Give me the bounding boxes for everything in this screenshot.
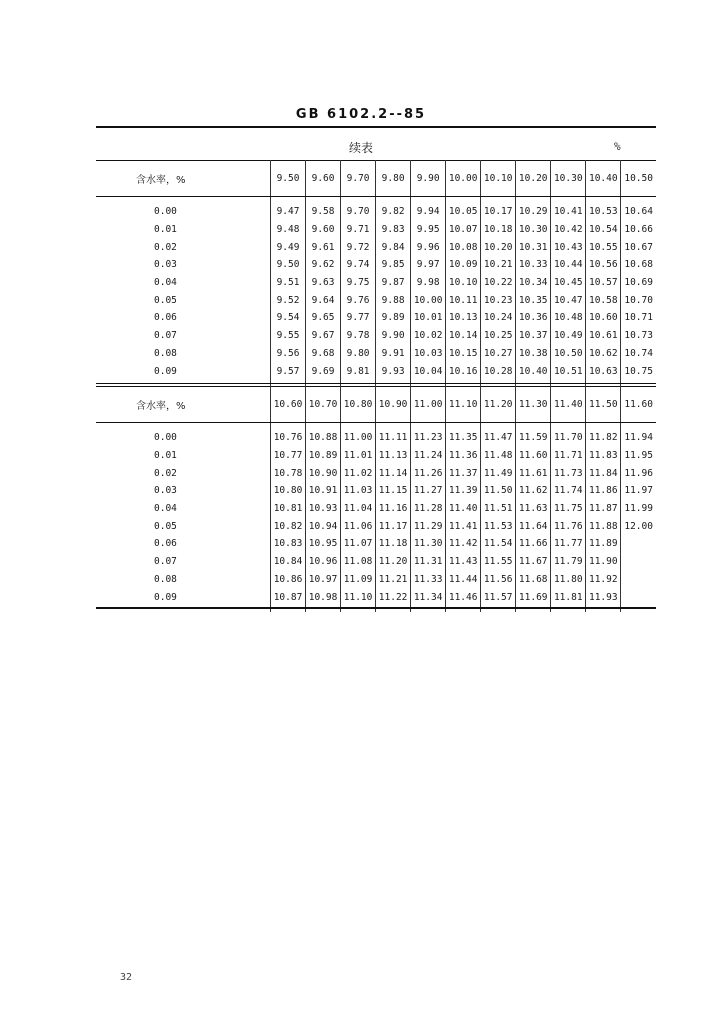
table-cell: 10.74 (621, 345, 656, 363)
table-cell: 9.63 (306, 274, 341, 292)
data-table-block-1 (96, 160, 656, 386)
table-cell: 11.89 (586, 535, 621, 553)
row-label: 0.05 (154, 520, 177, 532)
column-header: 11.20 (481, 386, 516, 423)
table-cell: 11.67 (516, 553, 551, 571)
table-cell: 9.75 (341, 274, 376, 292)
column-header: 9.60 (306, 160, 341, 197)
table-cell: 9.69 (306, 362, 341, 380)
column-header: 9.70 (341, 160, 376, 197)
table-cell: 10.49 (551, 327, 586, 345)
table-cell: 11.57 (481, 588, 516, 606)
column-header: 9.80 (376, 160, 411, 197)
table-row (96, 291, 656, 309)
table-cell: 11.97 (621, 482, 656, 500)
table-cell: 11.94 (621, 429, 656, 447)
table-cell: 11.81 (551, 588, 586, 606)
table-cell: 10.77 (271, 447, 306, 465)
table-cell: 9.55 (271, 327, 306, 345)
table-cell: 11.14 (376, 464, 411, 482)
table-cell: 10.63 (586, 362, 621, 380)
page-number: 32 (120, 972, 133, 983)
column-header: 11.60 (621, 386, 656, 423)
table-cell: 11.09 (341, 571, 376, 589)
table-cell: 11.01 (341, 447, 376, 465)
table-cell: 9.74 (341, 256, 376, 274)
table-cell (621, 553, 656, 571)
table-cell: 11.35 (446, 429, 481, 447)
table-cell: 9.62 (306, 256, 341, 274)
table-cell: 10.82 (271, 517, 306, 535)
table-row (96, 238, 656, 256)
table-cell: 11.04 (341, 500, 376, 518)
table-row (96, 535, 656, 553)
column-header: 10.70 (306, 386, 341, 423)
table-cell: 11.83 (586, 447, 621, 465)
table-cell: 11.03 (341, 482, 376, 500)
table-cell: 10.67 (621, 238, 656, 256)
table-cell: 10.10 (446, 274, 481, 292)
table-cell: 9.68 (306, 345, 341, 363)
table-cell: 10.55 (586, 238, 621, 256)
top-rule (96, 126, 656, 128)
table-cell: 9.80 (341, 345, 376, 363)
table-cell: 10.97 (306, 571, 341, 589)
table-cell: 10.01 (411, 309, 446, 327)
table-cell: 9.67 (306, 327, 341, 345)
table-cell: 10.75 (621, 362, 656, 380)
table-cell: 9.85 (376, 256, 411, 274)
table-cell: 11.96 (621, 464, 656, 482)
table-caption: 续表 (348, 141, 373, 155)
table-cell: 10.11 (446, 291, 481, 309)
table-cell: 9.70 (341, 203, 376, 221)
table-cell: 11.00 (341, 429, 376, 447)
table-cell: 10.35 (516, 291, 551, 309)
column-header: 10.80 (341, 386, 376, 423)
table-cell: 11.76 (551, 517, 586, 535)
table-cell: 11.60 (516, 447, 551, 465)
table-cell: 9.65 (306, 309, 341, 327)
data-table-block-2 (96, 386, 656, 612)
table-cell: 10.33 (516, 256, 551, 274)
table-row (96, 221, 656, 239)
table-cell: 9.71 (341, 221, 376, 239)
table-cell: 11.62 (516, 482, 551, 500)
table-cell: 9.97 (411, 256, 446, 274)
table-row (96, 327, 656, 345)
row-label: 0.02 (154, 467, 177, 479)
row-label: 0.08 (154, 347, 177, 359)
row-label: 0.04 (154, 503, 177, 515)
table-cell: 10.20 (481, 238, 516, 256)
table-cell: 11.59 (516, 429, 551, 447)
table-cell: 10.54 (586, 221, 621, 239)
row-label: 0.06 (154, 538, 177, 550)
table-cell: 10.42 (551, 221, 586, 239)
table-cell: 11.20 (376, 553, 411, 571)
table-cell: 10.30 (516, 221, 551, 239)
table-cell: 11.27 (411, 482, 446, 500)
table-cell: 10.34 (516, 274, 551, 292)
table-cell: 10.89 (306, 447, 341, 465)
header-row (96, 160, 656, 197)
table-cell: 10.13 (446, 309, 481, 327)
table-cell: 10.05 (446, 203, 481, 221)
table-cell: 11.84 (586, 464, 621, 482)
table-cell: 11.80 (551, 571, 586, 589)
row-label: 0.01 (154, 450, 177, 462)
column-header: 11.00 (411, 386, 446, 423)
table-cell: 11.29 (411, 517, 446, 535)
table-cell: 11.06 (341, 517, 376, 535)
table-row (96, 203, 656, 221)
table-cell: 9.77 (341, 309, 376, 327)
table-cell: 11.49 (481, 464, 516, 482)
table-cell: 11.10 (341, 588, 376, 606)
table-cell: 10.22 (481, 274, 516, 292)
table-cell: 10.53 (586, 203, 621, 221)
table-cell: 11.11 (376, 429, 411, 447)
table-cell: 10.27 (481, 345, 516, 363)
table-cell: 11.88 (586, 517, 621, 535)
table-cell: 11.02 (341, 464, 376, 482)
table-cell: 10.71 (621, 309, 656, 327)
table-cell: 10.00 (411, 291, 446, 309)
table-cell: 10.87 (271, 588, 306, 606)
table-cell: 11.63 (516, 500, 551, 518)
table-cell: 9.96 (411, 238, 446, 256)
table-cell: 11.40 (446, 500, 481, 518)
table-cell: 10.66 (621, 221, 656, 239)
table-cell: 11.08 (341, 553, 376, 571)
table-cell: 11.53 (481, 517, 516, 535)
table-cell: 10.93 (306, 500, 341, 518)
table-cell (621, 535, 656, 553)
column-header: 10.30 (551, 160, 586, 197)
table-cell: 9.50 (271, 256, 306, 274)
table-cell: 10.64 (621, 203, 656, 221)
row-label: 0.03 (154, 485, 177, 497)
unit-label: % (614, 140, 621, 153)
table-cell: 11.16 (376, 500, 411, 518)
table-row (96, 482, 656, 500)
table-cell: 9.87 (376, 274, 411, 292)
table-cell: 11.74 (551, 482, 586, 500)
table-cell: 10.18 (481, 221, 516, 239)
table-cell: 9.60 (306, 221, 341, 239)
standard-code: GB 6102.2--85 (295, 107, 427, 122)
table-cell: 11.79 (551, 553, 586, 571)
table-cell: 11.23 (411, 429, 446, 447)
table-cell: 10.60 (586, 309, 621, 327)
table-cell: 11.30 (411, 535, 446, 553)
table-cell: 10.07 (446, 221, 481, 239)
table-cell: 11.48 (481, 447, 516, 465)
table-cell: 9.57 (271, 362, 306, 380)
row-label: 0.00 (154, 432, 177, 444)
table-cell: 9.64 (306, 291, 341, 309)
row-label: 0.06 (154, 312, 177, 324)
row-label: 0.03 (154, 259, 177, 271)
table-row (96, 256, 656, 274)
table-cell: 10.40 (516, 362, 551, 380)
table-cell: 9.98 (411, 274, 446, 292)
table-cell: 10.68 (621, 256, 656, 274)
table-cell (621, 571, 656, 589)
table-cell: 11.47 (481, 429, 516, 447)
table-cell: 11.42 (446, 535, 481, 553)
table-cell: 9.49 (271, 238, 306, 256)
table-cell: 11.86 (586, 482, 621, 500)
table-cell: 10.31 (516, 238, 551, 256)
table-cell: 11.36 (446, 447, 481, 465)
table-cell: 10.41 (551, 203, 586, 221)
column-header: 10.00 (446, 160, 481, 197)
table-cell: 11.75 (551, 500, 586, 518)
table-row (96, 553, 656, 571)
table-cell: 9.54 (271, 309, 306, 327)
table-cell: 11.43 (446, 553, 481, 571)
column-header: 11.10 (446, 386, 481, 423)
table-cell: 9.72 (341, 238, 376, 256)
table-cell: 10.29 (516, 203, 551, 221)
table-cell: 11.82 (586, 429, 621, 447)
table-cell: 10.38 (516, 345, 551, 363)
table-cell: 10.21 (481, 256, 516, 274)
table-row (96, 429, 656, 447)
table-cell: 10.96 (306, 553, 341, 571)
table-row (96, 447, 656, 465)
table-row (96, 274, 656, 292)
table-cell: 11.73 (551, 464, 586, 482)
column-header: 11.40 (551, 386, 586, 423)
column-header: 10.60 (271, 386, 306, 423)
table-cell: 9.95 (411, 221, 446, 239)
column-header: 10.20 (516, 160, 551, 197)
row-label: 0.05 (154, 294, 177, 306)
table-cell: 10.28 (481, 362, 516, 380)
table-cell: 11.50 (481, 482, 516, 500)
table-cell: 9.81 (341, 362, 376, 380)
table-cell: 11.24 (411, 447, 446, 465)
table-cell: 11.55 (481, 553, 516, 571)
column-header: 9.50 (271, 160, 306, 197)
table-cell: 9.47 (271, 203, 306, 221)
table-cell: 10.03 (411, 345, 446, 363)
table-row (96, 500, 656, 518)
table-row (96, 362, 656, 380)
table-cell: 10.86 (271, 571, 306, 589)
header-label: 含水率，% (96, 386, 271, 423)
table-cell: 10.98 (306, 588, 341, 606)
row-label: 0.07 (154, 330, 177, 342)
table-cell: 10.83 (271, 535, 306, 553)
table-cell: 10.17 (481, 203, 516, 221)
table-cell: 10.84 (271, 553, 306, 571)
table-cell: 10.50 (551, 345, 586, 363)
table-cell: 10.43 (551, 238, 586, 256)
table-cell: 10.57 (586, 274, 621, 292)
table-cell: 11.46 (446, 588, 481, 606)
table-cell: 10.24 (481, 309, 516, 327)
table-cell: 11.18 (376, 535, 411, 553)
table-cell: 9.78 (341, 327, 376, 345)
table-cell: 11.34 (411, 588, 446, 606)
table-cell: 11.44 (446, 571, 481, 589)
table-row (96, 517, 656, 535)
table-cell: 11.87 (586, 500, 621, 518)
header-row (96, 386, 656, 423)
table-cell: 11.22 (376, 588, 411, 606)
table-cell: 10.08 (446, 238, 481, 256)
table-cell: 9.89 (376, 309, 411, 327)
table-cell: 10.14 (446, 327, 481, 345)
table-cell: 11.33 (411, 571, 446, 589)
table-cell: 10.36 (516, 309, 551, 327)
table-cell: 9.88 (376, 291, 411, 309)
table-cell: 11.21 (376, 571, 411, 589)
table-cell: 9.76 (341, 291, 376, 309)
table-cell: 10.47 (551, 291, 586, 309)
table-row (96, 588, 656, 606)
table-cell: 11.37 (446, 464, 481, 482)
row-label: 0.09 (154, 365, 177, 377)
header-label: 含水率，% (96, 160, 271, 197)
table-cell: 10.90 (306, 464, 341, 482)
table-cell: 10.80 (271, 482, 306, 500)
table-cell: 9.61 (306, 238, 341, 256)
table-cell: 11.28 (411, 500, 446, 518)
bottom-rule (96, 607, 656, 609)
table-cell: 11.26 (411, 464, 446, 482)
table-cell: 9.52 (271, 291, 306, 309)
table-cell: 10.78 (271, 464, 306, 482)
table-cell: 11.07 (341, 535, 376, 553)
table-cell: 10.25 (481, 327, 516, 345)
table-cell: 9.51 (271, 274, 306, 292)
table-cell: 11.39 (446, 482, 481, 500)
table-row (96, 571, 656, 589)
table-cell: 9.90 (376, 327, 411, 345)
table-cell: 9.58 (306, 203, 341, 221)
table-cell: 10.94 (306, 517, 341, 535)
column-header: 9.90 (411, 160, 446, 197)
table-cell: 10.81 (271, 500, 306, 518)
table-cell: 10.16 (446, 362, 481, 380)
table-cell: 10.88 (306, 429, 341, 447)
table-cell: 10.02 (411, 327, 446, 345)
table-cell: 11.66 (516, 535, 551, 553)
table-cell: 10.09 (446, 256, 481, 274)
column-header: 11.50 (586, 386, 621, 423)
table-cell: 11.54 (481, 535, 516, 553)
table-cell: 11.13 (376, 447, 411, 465)
table-cell: 11.77 (551, 535, 586, 553)
table-cell: 10.69 (621, 274, 656, 292)
table-cell: 9.93 (376, 362, 411, 380)
table-cell: 10.91 (306, 482, 341, 500)
table-cell: 10.04 (411, 362, 446, 380)
column-header: 11.30 (516, 386, 551, 423)
table-row (96, 464, 656, 482)
table-cell: 9.56 (271, 345, 306, 363)
table-cell: 9.94 (411, 203, 446, 221)
column-header: 10.50 (621, 160, 656, 197)
column-header: 10.40 (586, 160, 621, 197)
row-label: 0.04 (154, 277, 177, 289)
table-cell: 11.56 (481, 571, 516, 589)
table-cell: 10.73 (621, 327, 656, 345)
row-label: 0.07 (154, 556, 177, 568)
table-cell: 10.45 (551, 274, 586, 292)
table-cell: 11.64 (516, 517, 551, 535)
table-cell: 11.51 (481, 500, 516, 518)
table-cell: 10.44 (551, 256, 586, 274)
table-cell: 11.41 (446, 517, 481, 535)
table-cell: 11.92 (586, 571, 621, 589)
column-header: 10.90 (376, 386, 411, 423)
table-row (96, 345, 656, 363)
row-label: 0.00 (154, 206, 177, 218)
table-cell: 11.15 (376, 482, 411, 500)
table-cell: 11.17 (376, 517, 411, 535)
table-cell: 10.95 (306, 535, 341, 553)
table-cell: 10.23 (481, 291, 516, 309)
table-cell: 10.61 (586, 327, 621, 345)
table-cell (621, 588, 656, 606)
table-cell: 11.31 (411, 553, 446, 571)
table-cell: 11.61 (516, 464, 551, 482)
table-cell: 10.56 (586, 256, 621, 274)
table-cell: 10.62 (586, 345, 621, 363)
row-label: 0.08 (154, 573, 177, 585)
table-cell: 10.48 (551, 309, 586, 327)
table-cell: 11.68 (516, 571, 551, 589)
table-cell: 11.90 (586, 553, 621, 571)
table-cell: 9.83 (376, 221, 411, 239)
table-cell: 11.71 (551, 447, 586, 465)
table-cell: 11.95 (621, 447, 656, 465)
table-cell: 11.70 (551, 429, 586, 447)
table-cell: 10.15 (446, 345, 481, 363)
table-cell: 9.48 (271, 221, 306, 239)
table-row (96, 309, 656, 327)
table-cell: 11.69 (516, 588, 551, 606)
table-cell: 11.93 (586, 588, 621, 606)
table-cell: 10.58 (586, 291, 621, 309)
table-cell: 11.99 (621, 500, 656, 518)
table-cell: 9.84 (376, 238, 411, 256)
row-label: 0.02 (154, 241, 177, 253)
table-cell: 10.76 (271, 429, 306, 447)
column-header: 10.10 (481, 160, 516, 197)
row-label: 0.01 (154, 224, 177, 236)
table-cell: 9.91 (376, 345, 411, 363)
block-separator-rule (96, 383, 656, 384)
table-cell: 12.00 (621, 517, 656, 535)
table-cell: 10.70 (621, 291, 656, 309)
table-cell: 10.37 (516, 327, 551, 345)
row-label: 0.09 (154, 591, 177, 603)
table-cell: 10.51 (551, 362, 586, 380)
table-cell: 9.82 (376, 203, 411, 221)
